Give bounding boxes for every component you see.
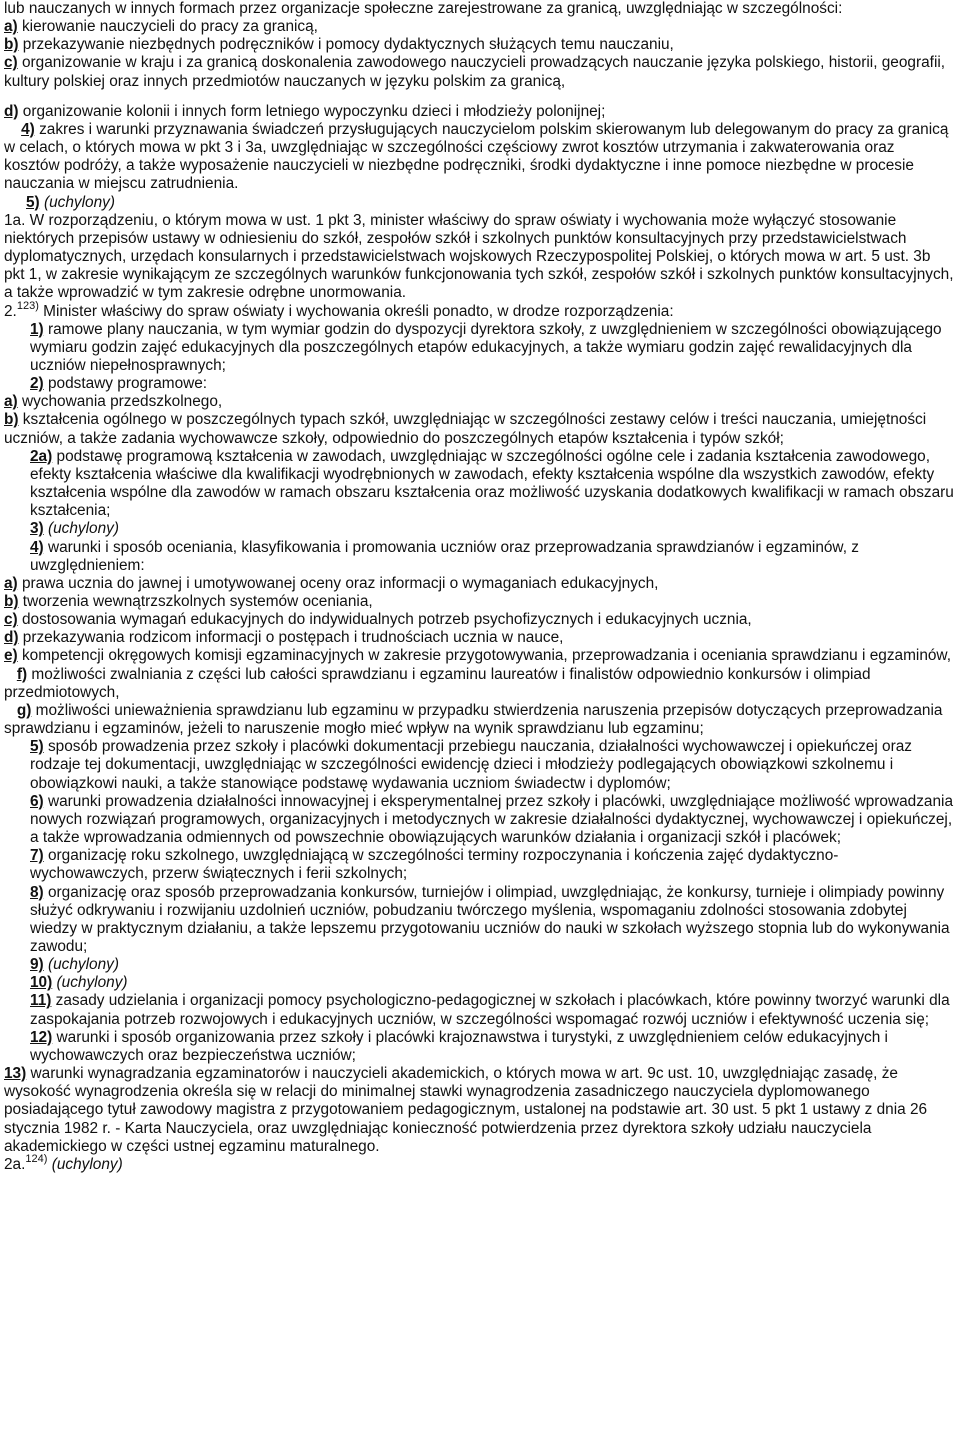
paragraph <box>4 611 954 629</box>
paragraph <box>4 793 954 847</box>
text-run: 2. <box>4 302 17 320</box>
paragraph-gap <box>4 91 954 103</box>
text-run <box>4 702 17 719</box>
paragraph <box>4 299 954 321</box>
item-marker: e) <box>4 647 18 665</box>
paragraph <box>4 121 954 194</box>
paragraph <box>4 520 954 538</box>
repealed-note: (uchylony) <box>56 974 128 992</box>
paragraph <box>4 448 954 521</box>
text-run: tworzenia wewnątrzszkolnych systemów oceniania, <box>18 593 373 610</box>
paragraph <box>4 212 954 303</box>
footnote-ref: 124) <box>25 1152 48 1165</box>
text-run: warunki prowadzenia działalności innowacyjnej i eksperymentalnej przez szkoły i placówki, uwzględniające możliwość wprowadzania nowych rozwiązań programowych, organizacyjnych i metodycznych w zakresie działalności dydaktycznej, wychowawczej i opiekuńczej, a także wprowadzania odmiennych od powszechnie obowiązujących warunków działania i organizacji szkół i placówek; <box>30 792 954 847</box>
paragraph <box>4 1152 954 1174</box>
paragraph <box>4 992 954 1028</box>
paragraph <box>4 1065 954 1156</box>
paragraph <box>4 393 954 411</box>
text-run: prawa ucznia do jawnej i umotywowanej oceny oraz informacji o wymaganiach edukacyjnych, <box>17 574 659 592</box>
item-marker: a) <box>4 574 18 592</box>
item-marker: 5) <box>30 738 44 756</box>
text-run <box>4 666 17 683</box>
text-run: przekazywanie niezbędnych podręczników i pomocy dydaktycznych służących temu nauczaniu, <box>18 36 674 54</box>
text-run: organizowanie w kraju i za granicą doskonalenia zawodowego nauczycieli prowadzących nauczanie języka polskiego, historii, geografii, kultury polskiej oraz innych przedmiotów nauczanych w języku polskim za granicą, <box>4 54 946 90</box>
text-run: sposób prowadzenia przez szkoły i placówki dokumentacji przebiegu nauczania, działalności wychowawczej i opiekuńczej oraz rodzaje tej dokumentacji, uwzględniając w szczególności ewidencję dzieci i młodzieży podlegających obowiązkowi szkolnemu i obowiązkowi nauki, a także stanowiące podstawę wydawania uczniom świadectw i dyplomów; <box>30 738 912 792</box>
text-run: 2a. <box>4 1155 26 1173</box>
item-marker: b) <box>4 593 19 610</box>
item-marker: g) <box>16 701 32 719</box>
paragraph <box>4 103 954 121</box>
paragraph <box>4 194 954 212</box>
item-marker: 5) <box>26 193 40 211</box>
paragraph <box>4 629 954 647</box>
item-marker: 12) <box>30 1028 53 1046</box>
paragraph <box>4 36 954 54</box>
text-run: kształcenia ogólnego w poszczególnych typach szkół, uwzględniając w szczególności zestawy celów i treści nauczania, umiejętności uczniów, a także zadania wychowawcze szkoły, odpowiednio do poszczególnych etapów kształcenia i typów szkół; <box>4 411 927 447</box>
item-marker: d) <box>4 102 19 120</box>
item-marker: 7) <box>30 847 44 865</box>
text-run: warunki i sposób oceniania, klasyfikowania i promowania uczniów oraz przeprowadzania sprawdzianów i egzaminów, z uwzględnieniem: <box>30 538 859 574</box>
text-run: 1a. W rozporządzeniu, o którym mowa w ust. 1 pkt 3, minister właściwy do spraw oświaty i wychowania może wyłączyć stosowanie niektórych przepisów ustawy w odniesieniu do szkół, zespołów szkół i szkolnych punktów konsultacyjnych przy przedstawicielstwach dyplomatycznych, urzędach konsularnych i przedstawicielstwach wojskowych Rzeczypospolitej Polskiej, o których mowa w art. 5 ust. 3b pkt 1, w zakresie wynikającym ze szczególnych warunków funkcjonowania tych szkół, zespołów szkół i szkolnych punktów konsultacyjnych, a także wprowadzić w tym zakresie odrębne unormowania. <box>4 211 954 302</box>
paragraph <box>4 593 954 611</box>
text-run: zasady udzielania i organizacji pomocy psychologiczno-pedagogicznej w szkołach i placówkach, które powinny tworzyć warunki dla zaspokajania potrzeb rozwojowych i edukacyjnych uczniów, w szczególności wspomagać rozwój uczniów i efektywność uczenia się; <box>30 992 950 1028</box>
text-run: Minister właściwy do spraw oświaty i wychowania określi ponadto, w drodze rozporządzenia: <box>38 302 674 320</box>
text-run <box>4 121 21 138</box>
text-run: podstawę programową kształcenia w zawodach, uwzględniając w szczególności ogólne cele i zadania kształcenia zawodowego, efekty kształcenia właściwe dla kwalifikacji wyodrębnionych w zawodach, efekty kształcenia wspólne dla wszystkich zawodów, efekty kształcenia wspólne dla zawodów w ramach obszaru kształcenia oraz możliwość uzyskania dodatkowych kwalifikacji w ramach obszaru kształcenia; <box>30 447 954 520</box>
item-marker: f) <box>16 665 28 683</box>
text-run: wychowania przedszkolnego, <box>17 393 223 411</box>
item-marker: d) <box>4 629 19 647</box>
paragraph <box>4 884 954 957</box>
item-marker: c) <box>4 611 18 629</box>
paragraph <box>4 0 954 18</box>
item-marker: 6) <box>30 792 44 810</box>
item-marker: 1) <box>30 320 44 338</box>
paragraph <box>4 974 954 992</box>
repealed-note: (uchylony) <box>51 1155 123 1173</box>
item-marker: b) <box>4 36 19 54</box>
item-marker: 3) <box>30 520 44 538</box>
repealed-note: (uchylony) <box>47 956 119 974</box>
text-run: podstawy programowe: <box>43 375 208 393</box>
text-run: dostosowania wymagań edukacyjnych do indywidualnych potrzeb psychofizycznych i edukacyjnych ucznia, <box>17 611 752 629</box>
paragraph <box>4 1029 954 1065</box>
item-marker: c) <box>4 54 18 72</box>
paragraph <box>4 702 954 738</box>
item-marker: 11) <box>30 992 52 1010</box>
paragraph <box>4 539 954 575</box>
text-run: organizację oraz sposób przeprowadzania konkursów, turniejów i olimpiad, uwzględniając, że konkursy, turnieje i olimpiady powinny służyć odkrywaniu i rozwijaniu uzdolnień uczniów, pobudzaniu twórczego myślenia, wspomaganiu zdolności stosowania zdobytej wiedzy w praktycznym działaniu, a także lepszemu przygotowaniu uczniów do nauki w szkołach wyższego stopnia lub do wykonywania zawodu; <box>30 883 950 955</box>
paragraph <box>4 738 954 792</box>
text-run: warunki wynagradzania egzaminatorów i nauczycieli akademickich, o których mowa w art. 9c ust. 10, uwzględniając zasadę, że wysokość wynagrodzenia określa się w relacji do minimalnej stawki wynagrodzenia zasadniczego nauczyciela dyplomowanego posiadającego tytuł zawodowy magistra z przygotowaniem pedagogicznym, ustalonej na podstawie art. 30 ust. 5 pkt 1 ustawy z dnia 26 stycznia 1982 r. - Karta Nauczyciela, oraz uwzględniając konieczność potwierdzenia przez dyrektora szkoły udziału nauczyciela akademickiego w części ustnej egzaminu maturalnego. <box>4 1065 928 1155</box>
text-run: zakres i warunki przyznawania świadczeń przysługujących nauczycielom polskim skierowanym lub delegowanym do pracy za granicą w celach, o których mowa w pkt 3 i 3a, uwzględniając w szczególności częściowy zwrot kosztów utrzymania i zakwaterowania oraz kosztów podróży, a także wyposażenie nauczycieli w niezbędne podręczniki, środki dydaktyczne i inne pomoce niezbędne w procesie nauczania w miejscu zatrudnienia. <box>4 120 949 193</box>
item-marker: 10) <box>30 974 53 992</box>
item-marker: 8) <box>30 883 44 901</box>
paragraph <box>4 411 954 447</box>
repealed-note: (uchylony) <box>43 193 115 211</box>
item-marker: 4) <box>21 120 35 138</box>
text-run: organizację roku szkolnego, uwzględniającą w szczególności terminy rozpoczynania i kończenia zajęć dydaktyczno-wychowawczych, przerw świątecznych i ferii szkolnych; <box>30 847 839 883</box>
item-marker: 4) <box>30 538 44 556</box>
paragraph <box>4 321 954 375</box>
paragraph <box>4 54 954 90</box>
text-run: ramowe plany nauczania, w tym wymiar godzin do dyspozycji dyrektora szkoły, z uwzględnieniem w szczególności obowiązującego wymiaru godzin zajęć edukacyjnych dla poszczególnych etapów edukacyjnych, a także wymiaru godzin zajęć rewalidacyjnych dla uczniów niepełnosprawnych; <box>30 320 942 374</box>
text-run: lub nauczanych w innych formach przez organizacje społeczne zarejestrowane za granicą, uwzględniając w szczególności: <box>4 0 843 17</box>
repealed-note: (uchylony) <box>47 520 119 538</box>
paragraph <box>4 666 954 702</box>
footnote-ref: 123) <box>16 299 39 312</box>
item-marker: 2a) <box>30 447 53 465</box>
text-run: możliwości unieważnienia sprawdzianu lub egzaminu w przypadku stwierdzenia naruszenia przepisów dotyczących przeprowadzania sprawdzianu i egzaminów, jeżeli to naruszenie mogło mieć wpływ na wynik sprawdzianu lub egzaminu; <box>4 701 943 738</box>
item-marker: 2) <box>30 375 44 393</box>
text-run: możliwości zwalniania z części lub całości sprawdzianu i egzaminu laureatów i finalistów odpowiednio konkursów i olimpiad przedmiotowych, <box>4 665 871 701</box>
text-run: organizowanie kolonii i innych form letniego wypoczynku dzieci i młodzieży polonijnej; <box>18 102 606 120</box>
item-marker: b) <box>4 411 19 429</box>
text-run: kompetencji okręgowych komisji egzaminacyjnych w zakresie przygotowywania, przeprowadzania i oceniania sprawdzianu i egzaminów, <box>17 647 951 665</box>
text-run: przekazywania rodzicom informacji o postępach i trudnościach ucznia w nauce, <box>18 629 564 647</box>
text-run: kierowanie nauczycieli do pracy za granicą, <box>17 18 318 36</box>
paragraph <box>4 575 954 593</box>
text-run: warunki i sposób organizowania przez szkoły i placówki krajoznawstwa i turystyki, z uwzględnieniem celów edukacyjnych i wychowawczych oraz bezpieczeństwa uczniów; <box>30 1028 888 1064</box>
item-marker: 9) <box>30 956 44 974</box>
paragraph <box>4 956 954 974</box>
item-marker: a) <box>4 393 18 411</box>
paragraph <box>4 18 954 36</box>
paragraph <box>4 847 954 883</box>
item-marker: 13) <box>4 1065 27 1083</box>
paragraph <box>4 375 954 393</box>
paragraph <box>4 647 954 665</box>
item-marker: a) <box>4 18 18 36</box>
